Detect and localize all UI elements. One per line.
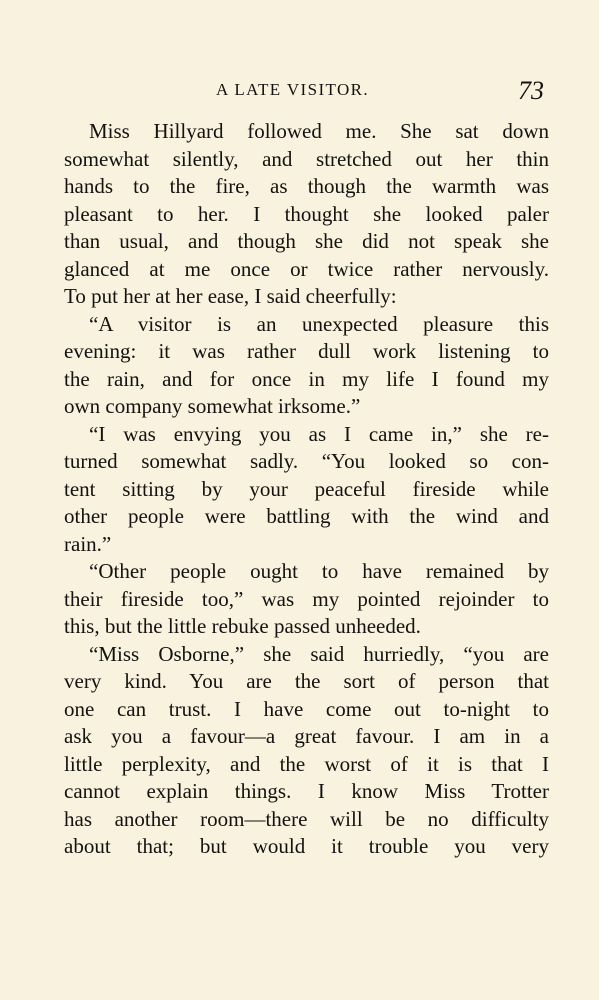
text-line: other people were battling with the wind and — [64, 504, 549, 528]
text-line: has another room—there will be no difficulty — [64, 806, 549, 831]
text-line: “Miss Osborne,” she said hurriedly, “you are — [89, 641, 549, 666]
text-line: tent sitting by your peaceful fireside while — [64, 476, 549, 501]
text-line: hands to the fire, as though the warmth was — [64, 174, 549, 198]
text-line: their fireside too,” was my pointed rejoinder to — [64, 586, 549, 611]
text-line: evening: it was rather dull work listening to — [64, 339, 549, 363]
page-number: 73 — [518, 76, 544, 105]
text-line: “A visitor is an unexpected pleasure this — [89, 311, 549, 336]
text-line: pleasant to her. I thought she looked paler — [64, 201, 549, 226]
text-line: “Other people ought to have remained by — [89, 559, 549, 583]
text-line: one can trust. I have come out to-night to — [64, 696, 549, 721]
text-line: glanced at me once or twice rather nervously. — [64, 256, 549, 281]
running-head: A LATE VISITOR. — [216, 80, 370, 99]
text-line: “I was envying you as I came in,” she re- — [89, 421, 549, 446]
text-line: cannot explain things. I know Miss Trotter — [64, 779, 549, 803]
text-line: own company somewhat irksome.” — [64, 394, 361, 418]
text-line: ask you a favour—a great favour. I am in a — [64, 724, 549, 748]
text-line: somewhat silently, and stretched out her thin — [64, 146, 549, 171]
text-line: little perplexity, and the worst of it is that I — [64, 751, 549, 776]
body-text — [64, 118, 549, 861]
text-line: Miss Hillyard followed me. She sat down — [89, 119, 549, 143]
text-line: rain.” — [64, 531, 112, 556]
text-line: very kind. You are the sort of person that — [64, 669, 549, 693]
text-line: To put her at her ease, I said cheerfully: — [64, 284, 397, 308]
text-line: this, but the little rebuke passed unheeded. — [64, 614, 421, 638]
text-line: turned somewhat sadly. “You looked so con- — [64, 449, 549, 473]
text-line: than usual, and though she did not speak she — [64, 229, 549, 253]
text-line: about that; but would it trouble you very — [64, 834, 549, 858]
text-line: the rain, and for once in my life I found my — [64, 366, 549, 391]
